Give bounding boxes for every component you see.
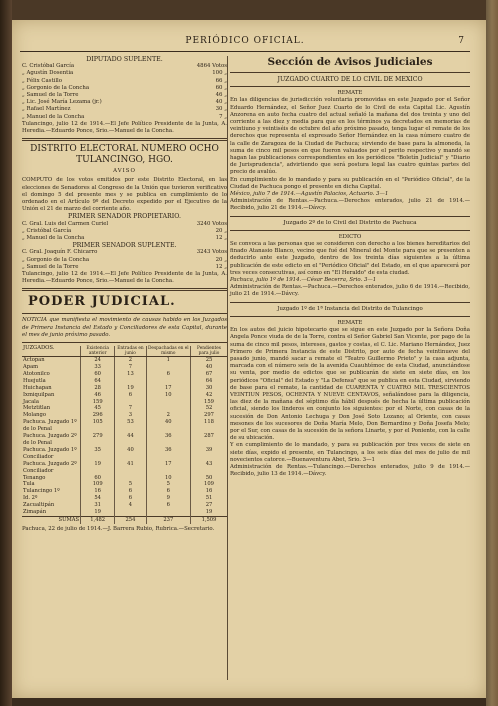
notice-body: En los autos del juicio hipotecario que se sigue en este Juzgado por la Señora Doña Angela Ponce viuda de de la Torre, contra el Señor Gabriel San Vicente, por pago de la suma de cinco mil pesos, intereses, gastos y costas, el C. Lic. Mariano Hernández, Juez Primero de Primera Instancia de este Distrito, por auto de fecha veintinueve del pasado junio, mandó sacar a remate el "Teatro Guillermo Prieto" y la casa adjunta, marcada con el número seis de la avenida Cuauhtémoc de esta Ciudad, anunciándose su venta, por medio de edictos que se publicarán de siete en siete días, en los periódicos "Oficial" del Estado y "La Defensa" que se publica en esta Ciudad, sirviendo de base para el remate, la cantidad de CUARENTA Y CUATRO MIL TRESCIENTOS VEINTIUN PESOS, OCHENTA Y NUEVE CENTAVOS, señalándose para la diligencia, las diez de la mañana del séptimo día hábil después de hecha la última publicación oficial, siendo los linderos en conjunto los siguientes: por el Norte, con casas de la sucesión de Don Antonio Lechuga y Don José Soto Lozano; al Oriente, con casas mesones de los sucesores de Doña María Melo, Don Bernardino y Doña Josefa Melo; por el Sur, con casas de la sucesión de la señora Linarte, y por el Poniente, con la calle de su ubicación. <box>230 327 470 442</box>
court-name: Pachuca. Juzgado 1º de lo Penal <box>23 419 77 433</box>
table-cell: 19 <box>190 509 227 516</box>
table-cell: 118 <box>190 419 227 433</box>
notice-type: EDICTO <box>338 233 362 240</box>
vote-count: 3240 Votos <box>196 220 227 227</box>
closing-text: Tulancingo, julio 12 de 1914.—El Jefe Político Presidente de la Junta, A. Heredia.—Eduardo Ponce, Srio.—Manuel de la Concha. <box>22 271 227 285</box>
table-cell: 60 <box>81 371 115 378</box>
totals-label: SUMAS <box>22 516 81 523</box>
table-cell: 6 <box>115 495 146 502</box>
divider <box>230 316 470 317</box>
page-number: 7 <box>458 36 464 46</box>
table-cell: 31 <box>81 502 115 509</box>
column-header: Existencia anterior <box>81 346 115 357</box>
table-row <box>22 405 227 412</box>
table-cell: 13 <box>115 371 146 378</box>
table-cell: 42 <box>190 392 227 399</box>
court-name: Zimapán <box>23 509 47 516</box>
vote-count: 30 „ <box>215 106 227 113</box>
cases-table <box>22 346 227 524</box>
court-name: Huichapan <box>23 384 52 391</box>
table-row <box>22 509 227 516</box>
court-heading: JUZGADO CUARTO DE LO CIVIL DE MEXICO <box>277 76 423 83</box>
table-row <box>22 357 227 364</box>
candidate-name: „ Cristóbal García <box>22 227 72 234</box>
section-title: Sección de Avisos Judiciales <box>267 56 433 68</box>
admin-note: Administración de Rentas.—Tulancingo.—Derechos enterados, julio 9 de 1914.—Recibido, julio 13 de 1914.—Dávcy. <box>230 463 470 478</box>
table-cell: 17 <box>146 385 190 392</box>
judicial-title: PODER JUDICIAL. <box>28 294 176 310</box>
table-cell: 6 <box>146 371 190 378</box>
totals-row <box>22 516 227 523</box>
divider <box>22 138 227 141</box>
candidate-name: „ Manuel de la Concha <box>22 235 85 242</box>
table-cell <box>146 364 190 371</box>
court-name: Metztitlan <box>23 405 51 412</box>
column-header: Despachadas en el mismo <box>147 346 189 357</box>
table-cell: 6 <box>146 502 190 509</box>
table-cell: 3 <box>115 412 146 419</box>
scan-top-border <box>0 0 498 20</box>
table-cell: 67 <box>190 371 227 378</box>
table-row <box>22 364 227 371</box>
table-cell: 19 <box>81 509 115 516</box>
table-cell: 45 <box>81 405 115 412</box>
table-row <box>22 475 227 482</box>
vote-count: 20 „ <box>215 227 227 234</box>
candidate-name: „ Gorgonio de la Concha <box>22 256 90 263</box>
table-cell: 1,482 <box>81 516 115 523</box>
vote-count: 3243 Votos <box>196 249 227 256</box>
table-cell: 16 <box>81 488 115 495</box>
court-heading: Juzgado 2º de lo Civil del Distrito de Pachuca <box>283 219 417 226</box>
vote-row <box>22 249 227 256</box>
court-name: Apam <box>23 364 39 370</box>
table-row <box>22 399 227 406</box>
table-cell <box>115 475 146 482</box>
table-cell: 43 <box>190 461 227 475</box>
table-row <box>22 433 227 447</box>
right-column <box>230 56 470 478</box>
table-cell <box>146 378 190 385</box>
candidate-name: „ Manuel de la Concha <box>22 113 85 120</box>
table-cell: 10 <box>146 475 190 482</box>
divider <box>22 288 227 291</box>
vote-row <box>22 228 227 235</box>
candidate-name: „ Agustín Dosentia <box>22 70 74 77</box>
signature-line: Pachuca, julio 1º de 1914.—César Becerra, Srio. 3—1 <box>230 277 377 284</box>
table-row <box>22 392 227 399</box>
vote-row <box>22 85 227 92</box>
vote-list <box>22 249 227 271</box>
page-header <box>20 36 470 50</box>
court-name: Id. 2º <box>23 495 38 502</box>
table-cell: 35 <box>81 447 115 461</box>
court-heading: Juzgado 1º de 1ª Instancia del Distrito de Tulancingo <box>277 305 423 312</box>
table-cell: 16 <box>190 488 227 495</box>
table-cell: 159 <box>81 399 115 406</box>
table-cell: 64 <box>81 378 115 385</box>
table-row <box>22 385 227 392</box>
table-row <box>22 419 227 433</box>
vote-row <box>22 264 227 271</box>
table-cell <box>115 378 146 385</box>
table-cell: 24 <box>81 357 115 364</box>
table-header-row <box>22 346 227 357</box>
candidate-name: „ Félix Castillo <box>22 77 63 84</box>
vote-count: 7 „ <box>219 113 227 120</box>
divider <box>230 216 470 217</box>
table-cell: 6 <box>115 392 146 399</box>
admin-note: Administración de Rentas.—Pachuca.—Derechos enterados, julio 6 de 1914.—Recibido, julio 21 de 1914.—Dávcy. <box>230 284 470 298</box>
notice-body: En las diligencias de jurisdicción voluntaria promovidas en este Juzgado por el Señor Eduardo Hernández, el Señor Juez Cuarto de lo Civil de esta Capital Lic. Agustín Anzorena en auto fecha cuatro del actual señaló la mañana del dos treinta y uno del corriente a las diez y media para que en los términos ya decretados en memorias de veintiuno y veintiséis de octubre del año próximo pasado, tenga lugar el remate de los derechos que representa el expresado Señor Hernández en la casa número cuatro de la calle de Zaragoza de la Ciudad de Pachuca; sirviendo de base para la almoneda, la suma de cinco mil pesos en que fueron valuados por el perito respectivo y mandó se hagan las publicaciones correspondientes en los periódicos "Boletín Judicial" y "Diario de Jurisprudencia", advirtiendo que será postura legal las cuatro quintas partes del precio de avalúo. <box>230 97 470 176</box>
notice-type: REMATE <box>337 319 363 326</box>
table-cell: 28 <box>81 385 115 392</box>
divider <box>22 313 227 314</box>
table-cell: 64 <box>190 378 227 385</box>
table-cell: 17 <box>146 461 190 475</box>
table-row <box>22 447 227 461</box>
section-heading: PRIMER SENADOR SUPLENTE. <box>72 242 177 250</box>
table-cell: 109 <box>190 481 227 488</box>
table-cell <box>115 509 146 516</box>
table-row <box>22 371 227 378</box>
table-cell: 1 <box>146 357 190 364</box>
vote-count: 60 „ <box>215 84 227 91</box>
table-cell: 297 <box>190 412 227 419</box>
table-cell: 27 <box>190 502 227 509</box>
court-name: Tulancingo 1º <box>23 488 60 495</box>
admin-note: Administración de Rentas.—Pachuca.—Derechos enterados, julio 21 de 1914.—Recibido, julio 21 de 1914.—Dávcy. <box>230 198 470 212</box>
table-cell: 25 <box>190 357 227 364</box>
table-cell: 7 <box>115 405 146 412</box>
table-cell: 6 <box>115 488 146 495</box>
table-cell: 7 <box>115 364 146 371</box>
table-cell <box>146 509 190 516</box>
table-cell <box>146 399 190 406</box>
table-cell: 109 <box>81 481 115 488</box>
signature-line: México, julio 7 de 1914.—Agustín Palacios, Actuario. 3—1 <box>230 191 389 198</box>
court-name: Pachuca. Juzgado 1º Conciliador <box>23 446 77 460</box>
column-separator <box>227 56 228 680</box>
table-cell: 54 <box>81 495 115 502</box>
book-page-edges <box>486 0 498 706</box>
vote-count: 12 „ <box>215 235 227 242</box>
table-cell: 51 <box>190 495 227 502</box>
aviso-body: COMPUTO de los votos emitidos por este Distrito Electoral, en las elecciones de Senadores al Congreso de la Unión que tuvieron verificativo el domingo 5 del presente mes y se publica en cumplimiento de lo ordenado en el Artículo 9º del Decreto expedido por el Ejecutivo de la Unión el 21 de marzo del corriente año. <box>22 177 227 213</box>
notice-body: En cumplimiento de lo mandado y para su publicación en el "Periódico Oficial", de la Ciudad de Pachuca pongo el presente en dicha Capital. <box>230 176 470 190</box>
candidate-name: C. Cristóbal García <box>22 63 75 70</box>
vote-count: 66 „ <box>215 77 227 84</box>
closing-text: Pachuca, 22 de julio de 1914.—J. Barrera Rubio, Rubrica.—Secretario. <box>22 525 215 532</box>
table-cell: 2 <box>146 412 190 419</box>
table-body <box>22 357 227 517</box>
table-row <box>22 378 227 385</box>
vote-count: 20 „ <box>215 256 227 263</box>
table-cell: 33 <box>81 364 115 371</box>
table-cell: 287 <box>190 433 227 447</box>
table-cell: 53 <box>115 419 146 433</box>
court-name: Jacala <box>23 398 39 405</box>
divider <box>230 302 470 303</box>
table-row <box>22 502 227 509</box>
table-cell <box>115 399 146 406</box>
left-column <box>22 56 227 533</box>
notice-body: Se convoca a las personas que se consideren con derecho a los bienes hereditarios del finado Atanasio Blanco, vecino que fué del Mineral del Monte para que se presenten a deducirlo ante este Juzgado, dentro de los treinta días siguientes a la última publicación de este edicto en el "Periódico Oficial" del Estado, en el que aparecerá por tres veces consecutivas, así como en "El Heraldo" de esta ciudad. <box>230 241 470 276</box>
table-cell: 5 <box>115 481 146 488</box>
court-name: Tenango <box>23 474 46 481</box>
court-name: Zacualtipán <box>23 502 55 509</box>
table-row <box>22 412 227 419</box>
vote-row <box>22 70 227 77</box>
vote-row <box>22 106 227 113</box>
column-header: JUZGADOS. <box>22 346 81 357</box>
book-binding <box>0 0 12 706</box>
table-cell: 159 <box>190 399 227 406</box>
table-cell: 19 <box>115 385 146 392</box>
vote-count: 100 „ <box>212 70 227 77</box>
candidate-name: C. Gral. Luis del Carmen Curiel <box>22 220 109 227</box>
divider <box>22 342 227 343</box>
candidate-name: „ Samuel de la Torre <box>22 263 79 270</box>
table-cell: 5 <box>146 481 190 488</box>
court-name: Pachuca. Juzgado 2º de lo Penal <box>23 433 77 446</box>
table-cell: 40 <box>146 419 190 433</box>
table-cell: 40 <box>190 364 227 371</box>
table-cell: 6 <box>146 488 190 495</box>
notice-body: Y en cumplimiento de lo mandado, y para su publicación por tres veces de siete en siete días, expido el presente, en Tulancingo, a los seis días del mes de julio de mil novecientos catorce.—Buenaventura Abet, Srio. 3—1 <box>230 442 470 463</box>
column-header: Pendientes para julio <box>190 346 227 357</box>
table-cell: 2 <box>115 357 146 364</box>
table-cell: 296 <box>81 412 115 419</box>
vote-row <box>22 114 227 121</box>
table-cell: 237 <box>146 516 190 523</box>
header-rule <box>20 51 470 52</box>
table-cell: 279 <box>81 433 115 447</box>
district-title: DISTRITO ELECTORAL NUMERO OCHO <box>30 144 219 155</box>
table-cell: 105 <box>81 419 115 433</box>
table-row <box>22 488 227 495</box>
table-cell: 30 <box>190 385 227 392</box>
candidate-name: „ Gorgonio de la Concha <box>22 84 90 91</box>
notice-text: NOTICIA que manifiesta el movimiento de causas habido en los Juzgados de Primera Instancia del Estado y Conciliadores de esta Capital, durante el mes de junio próximo pasado. <box>22 317 227 338</box>
table-cell: 19 <box>81 461 115 475</box>
column-header: Entradas en junio <box>115 346 146 357</box>
divider <box>230 86 470 87</box>
court-name: Molango <box>23 412 46 419</box>
newspaper-title: PERIÓDICO OFICIAL. <box>185 36 305 46</box>
vote-count: 46 „ <box>215 92 227 99</box>
table-cell: 36 <box>146 447 190 461</box>
table-cell: 46 <box>81 392 115 399</box>
section-heading: PRIMER SENADOR PROPIETARIO. <box>67 213 182 221</box>
candidate-name: C. Gral. Joaquín F. Chicarro <box>22 249 98 256</box>
table-cell: 10 <box>146 392 190 399</box>
table-row <box>22 481 227 488</box>
table-cell: 50 <box>190 475 227 482</box>
vote-row <box>22 221 227 228</box>
table-cell: 9 <box>146 495 190 502</box>
table-row <box>22 461 227 475</box>
vote-count: 40 „ <box>215 99 227 106</box>
vote-list <box>22 221 227 243</box>
vote-row <box>22 235 227 242</box>
court-name: Ixmiquilpan <box>23 391 55 398</box>
vote-count: 12 „ <box>215 263 227 270</box>
table-cell: 41 <box>115 461 146 475</box>
divider <box>230 230 470 231</box>
table-cell: 4 <box>115 502 146 509</box>
court-name: Pachuca. Juzgado 2º Conciliador <box>23 460 77 474</box>
vote-count: 4864 Votos <box>196 63 227 70</box>
court-name: Actopan <box>23 357 45 364</box>
district-city: TULANCINGO, HGO. <box>76 155 173 166</box>
table-cell: 39 <box>190 447 227 461</box>
court-name: Huejutla <box>23 377 46 384</box>
table-cell: 1,509 <box>190 516 227 523</box>
table-cell <box>146 405 190 412</box>
table-cell: 254 <box>115 516 146 523</box>
table-cell: 44 <box>115 433 146 447</box>
vote-row <box>22 78 227 85</box>
divider <box>230 72 470 73</box>
section-heading: DIPUTADO SUPLENTE. <box>86 56 163 63</box>
table-cell: 36 <box>146 433 190 447</box>
candidate-name: „ Samuel de la Torre <box>22 92 79 99</box>
notice-type: REMATE <box>337 90 363 97</box>
court-name: Atotonilco <box>23 370 50 377</box>
candidate-name: „ Rafael Martínez <box>22 106 71 113</box>
vote-list <box>22 63 227 121</box>
table-cell: 60 <box>81 475 115 482</box>
court-name: Tula <box>23 481 35 488</box>
closing-text: Tulancingo, julio 12 de 1914.—El Jefe Político Presidente de la Junta, A. Heredia.—Eduardo Ponce, Srio.—Manuel de la Concha. <box>22 120 227 135</box>
vote-row <box>22 257 227 264</box>
table-cell: 40 <box>115 447 146 461</box>
candidate-name: „ Lic. José María Lezama (jr.) <box>22 99 102 106</box>
aviso-title: AVISO <box>113 168 136 175</box>
table-cell: 52 <box>190 405 227 412</box>
